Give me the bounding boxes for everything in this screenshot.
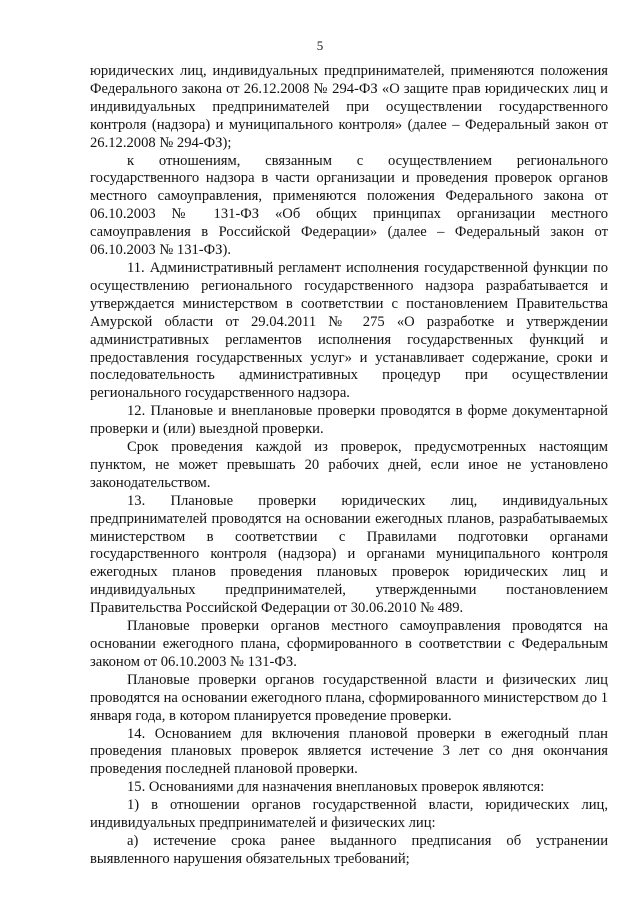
paragraph: Срок проведения каждой из проверок, предусмотренных настоящим пунктом, не может превышать 20 рабочих дней, если иное не установлено законодательством. bbox=[90, 439, 608, 491]
paragraph: Плановые проверки органов местного самоуправления проводятся на основании ежегодного плана, сформированного в соответствии с Федеральным законом от 06.10.2003 № 131-ФЗ. bbox=[90, 618, 608, 670]
paragraph: 15. Основаниями для назначения внеплановых проверок являются: bbox=[127, 779, 545, 796]
paragraph: а) истечение срока ранее выданного предписания об устранении выявленного нарушения обязательных требований; bbox=[90, 832, 608, 867]
paragraph: 13. Плановые проверки юридических лиц, индивидуальных предпринимателей проводятся на основании ежегодных планов, разрабатываемых министерством в соответствии с Правилами подготовки органами государственного контроля (надзора) и органами муниципального контроля ежегодных планов проведения плановых проверок юридических лиц и индивидуальных предпринимателей, утвержденными постановлением Правительства Российской Федерации от 30.06.2010 № 489. bbox=[90, 492, 608, 617]
paragraph: 1) в отношении органов государственной власти, юридических лиц, индивидуальных предпринимателей и физических лиц: bbox=[90, 797, 608, 832]
paragraph: 11. Административный регламент исполнения государственной функции по осуществлению регионального государственного надзора разрабатывается и утверждается министерством в соответствии с постановлением Правительства Амурской области от 29.04.2011 № 275 «О разработке и утверждении административных регламентов исполнения государственных функций и предоставления государственных услуг» и устанавливает содержание, сроки и последовательность административных процедур при осуществлении регионального государственного надзора. bbox=[90, 259, 608, 402]
paragraph: Плановые проверки органов государственной власти и физических лиц проводятся на основании ежегодного плана, сформированного министерством до 1 января года, в котором планируется проведение проверки. bbox=[90, 671, 608, 724]
document-body bbox=[90, 63, 608, 869]
paragraph: юридических лиц, индивидуальных предпринимателей, применяются положения Федерального закона от 26.12.2008 № 294-ФЗ «О защите прав юридических лиц и индивидуальных предпринимателей при осуществлении государственного контроля (надзора) и муниципального контроля» (далее – Федеральный закон от 26.12.2008 № 294-ФЗ); bbox=[90, 63, 608, 151]
paragraph: 14. Основанием для включения плановой проверки в ежегодный план проведения плановых проверок является истечение 3 лет со дня окончания проведения последней плановой проверки. bbox=[90, 725, 608, 778]
paragraph: к отношениям, связанным с осуществлением регионального государственного надзора в части организации и проведения проверок органов местного самоуправления, применяются положения Федерального закона от 06.10.2003 № 131-ФЗ «Об общих принципах организации местного самоуправления в Российской Федерации» (далее – Федеральный закон от 06.10.2003 № 131-ФЗ). bbox=[90, 152, 608, 259]
paragraph: 12. Плановые и внеплановые проверки проводятся в форме документарной проверки и (или) выездной проверки. bbox=[90, 403, 608, 438]
page-number: 5 bbox=[316, 38, 324, 53]
